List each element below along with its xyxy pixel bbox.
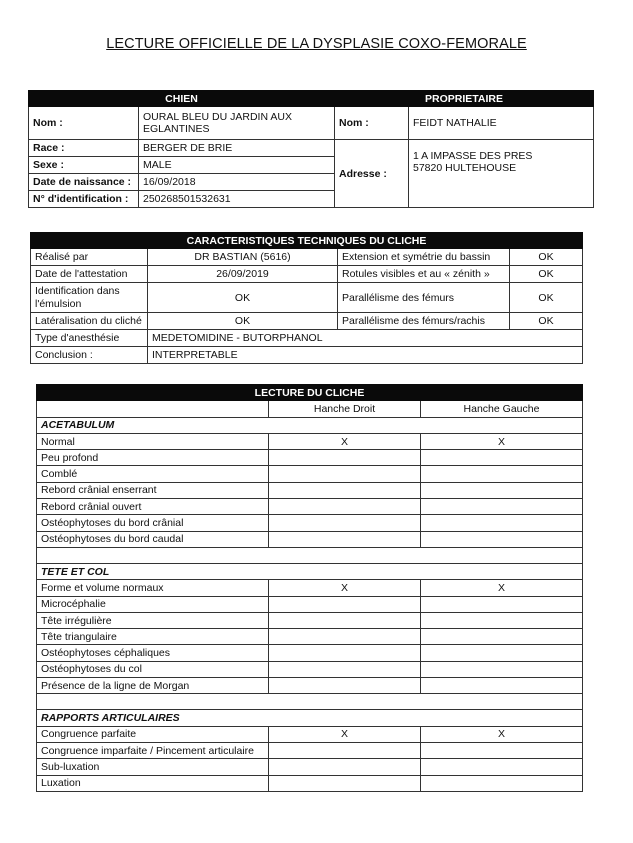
hanche-droit-mark xyxy=(269,596,421,612)
tech-result: OK xyxy=(510,266,583,283)
technical-table xyxy=(30,232,583,364)
conclusion-value: INTERPRETABLE xyxy=(148,347,583,364)
hanche-gauche-mark xyxy=(421,645,583,661)
hanche-droit-mark xyxy=(269,450,421,466)
criterion-label: Rebord crânial enserrant xyxy=(37,482,269,498)
hanche-gauche-mark xyxy=(421,596,583,612)
criterion-label: Luxation xyxy=(37,775,269,791)
sexe-label: Sexe : xyxy=(29,157,139,174)
col-hanche-gauche: Hanche Gauche xyxy=(421,401,583,417)
table-row xyxy=(37,433,583,449)
hanche-gauche-mark xyxy=(421,759,583,775)
spacer-row xyxy=(37,694,583,710)
table-row xyxy=(37,678,583,694)
table-row xyxy=(37,661,583,677)
table-row xyxy=(37,499,583,515)
tech-value: 26/09/2019 xyxy=(148,266,338,283)
hanche-droit-mark xyxy=(269,678,421,694)
hanche-gauche-mark xyxy=(421,612,583,628)
table-row xyxy=(37,775,583,791)
table-row xyxy=(37,742,583,758)
owner-address-label: Adresse : xyxy=(335,140,409,208)
birthdate-label: Date de naissance : xyxy=(29,174,139,191)
table-row xyxy=(37,612,583,628)
owner-name-label: Nom : xyxy=(335,107,409,140)
race-value: BERGER DE BRIE xyxy=(139,140,335,157)
hanche-droit-mark xyxy=(269,466,421,482)
table-row xyxy=(37,531,583,547)
tech-label: Réalisé par xyxy=(31,249,148,266)
criterion-label: Présence de la ligne de Morgan xyxy=(37,678,269,694)
hanche-droit-mark xyxy=(269,515,421,531)
tech-result: OK xyxy=(510,283,583,313)
hanche-gauche-mark xyxy=(421,742,583,758)
hanche-gauche-mark xyxy=(421,775,583,791)
hanche-droit-mark xyxy=(269,661,421,677)
hanche-gauche-mark: X xyxy=(421,433,583,449)
owner-name-value: FEIDT NATHALIE xyxy=(409,107,594,140)
hanche-gauche-mark xyxy=(421,450,583,466)
criterion-label: Forme et volume normaux xyxy=(37,580,269,596)
anesthesia-value: MEDETOMIDINE - BUTORPHANOL xyxy=(148,330,583,347)
table-row xyxy=(37,596,583,612)
hanche-gauche-mark xyxy=(421,531,583,547)
tech-check: Parallélisme des fémurs xyxy=(338,283,510,313)
criterion-label: Rebord crânial ouvert xyxy=(37,499,269,515)
conclusion-label: Conclusion : xyxy=(31,347,148,364)
owner-address-value: 1 A IMPASSE DES PRES 57820 HULTEHOUSE xyxy=(409,140,594,208)
technical-header: CARACTERISTIQUES TECHNIQUES DU CLICHE xyxy=(31,233,583,249)
blank-cell xyxy=(37,401,269,417)
hanche-gauche-mark xyxy=(421,466,583,482)
hanche-droit-mark xyxy=(269,482,421,498)
tech-label: Identification dans l'émulsion xyxy=(31,283,148,313)
section-title: RAPPORTS ARTICULAIRES xyxy=(37,710,583,726)
criterion-label: Comblé xyxy=(37,466,269,482)
criterion-label: Tête triangulaire xyxy=(37,629,269,645)
tech-value: OK xyxy=(148,313,338,330)
criterion-label: Congruence imparfaite / Pincement articulaire xyxy=(37,742,269,758)
dog-header: CHIEN xyxy=(29,91,335,107)
dog-name-value: OURAL BLEU DU JARDIN AUX EGLANTINES xyxy=(139,107,335,140)
table-row xyxy=(37,645,583,661)
race-label: Race : xyxy=(29,140,139,157)
sexe-value: MALE xyxy=(139,157,335,174)
table-row xyxy=(37,580,583,596)
hanche-droit-mark: X xyxy=(269,580,421,596)
tech-result: OK xyxy=(510,313,583,330)
hanche-gauche-mark xyxy=(421,482,583,498)
criterion-label: Ostéophytoses du col xyxy=(37,661,269,677)
criterion-label: Microcéphalie xyxy=(37,596,269,612)
hanche-droit-mark xyxy=(269,531,421,547)
hanche-droit-mark xyxy=(269,775,421,791)
dog-name-label: Nom : xyxy=(29,107,139,140)
criterion-label: Ostéophytoses céphaliques xyxy=(37,645,269,661)
page-title: LECTURE OFFICIELLE DE LA DYSPLASIE COXO-FEMORALE xyxy=(106,36,527,52)
owner-header: PROPRIETAIRE xyxy=(335,91,594,107)
table-row xyxy=(37,482,583,498)
hanche-droit-mark: X xyxy=(269,726,421,742)
criterion-label: Peu profond xyxy=(37,450,269,466)
hanche-gauche-mark xyxy=(421,678,583,694)
hanche-droit-mark xyxy=(269,742,421,758)
criterion-label: Ostéophytoses du bord crânial xyxy=(37,515,269,531)
criterion-label: Ostéophytoses du bord caudal xyxy=(37,531,269,547)
identity-table xyxy=(28,90,594,208)
criterion-label: Normal xyxy=(37,433,269,449)
hanche-gauche-mark: X xyxy=(421,726,583,742)
hanche-droit-mark xyxy=(269,645,421,661)
hanche-gauche-mark xyxy=(421,499,583,515)
hanche-droit-mark xyxy=(269,629,421,645)
table-row xyxy=(37,726,583,742)
hanche-droit-mark xyxy=(269,759,421,775)
birthdate-value: 16/09/2018 xyxy=(139,174,335,191)
table-row xyxy=(37,450,583,466)
table-row xyxy=(37,466,583,482)
hanche-gauche-mark xyxy=(421,515,583,531)
tech-check: Rotules visibles et au « zénith » xyxy=(338,266,510,283)
section-title: ACETABULUM xyxy=(37,417,583,433)
hanche-droit-mark xyxy=(269,612,421,628)
hanche-droit-mark xyxy=(269,499,421,515)
hanche-gauche-mark: X xyxy=(421,580,583,596)
id-value: 250268501532631 xyxy=(139,191,335,208)
reading-table xyxy=(36,384,583,792)
criterion-label: Sub-luxation xyxy=(37,759,269,775)
table-row xyxy=(37,759,583,775)
table-row xyxy=(37,629,583,645)
tech-label: Latéralisation du cliché xyxy=(31,313,148,330)
tech-check: Extension et symétrie du bassin xyxy=(338,249,510,266)
col-hanche-droit: Hanche Droit xyxy=(269,401,421,417)
hanche-gauche-mark xyxy=(421,661,583,677)
hanche-gauche-mark xyxy=(421,629,583,645)
section-title: TETE ET COL xyxy=(37,563,583,579)
table-row xyxy=(37,515,583,531)
hanche-droit-mark: X xyxy=(269,433,421,449)
spacer-row xyxy=(37,547,583,563)
criterion-label: Congruence parfaite xyxy=(37,726,269,742)
tech-check: Parallélisme des fémurs/rachis xyxy=(338,313,510,330)
tech-result: OK xyxy=(510,249,583,266)
tech-label: Date de l'attestation xyxy=(31,266,148,283)
reading-header: LECTURE DU CLICHE xyxy=(37,385,583,401)
criterion-label: Tête irrégulière xyxy=(37,612,269,628)
tech-value: OK xyxy=(148,283,338,313)
tech-value: DR BASTIAN (5616) xyxy=(148,249,338,266)
anesthesia-label: Type d'anesthésie xyxy=(31,330,148,347)
id-label: N° d'identification : xyxy=(29,191,139,208)
